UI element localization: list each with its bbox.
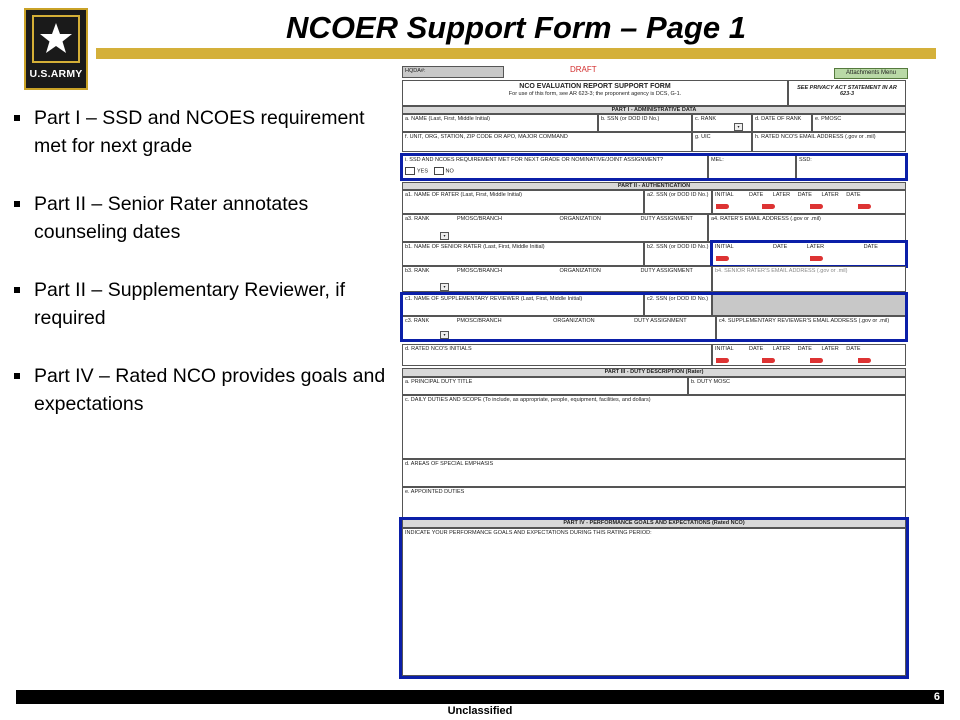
page-title: NCOER Support Form – Page 1	[286, 10, 746, 45]
performance-goals-field[interactable]: INDICATE YOUR PERFORMANCE GOALS AND EXPECTATIONS DURING THIS RATING PERIOD:	[402, 528, 906, 676]
later-label: LATER	[806, 244, 825, 250]
uic-field[interactable]: g. UIC	[692, 132, 752, 152]
bullet-square-icon	[14, 373, 20, 379]
supplementary-reviewer-ssn-field[interactable]: c2. SSN (or DOD ID No.)	[644, 294, 712, 316]
senior-rater-name-field[interactable]: b1. NAME OF SENIOR RATER (Last, First, Middle Initial)	[402, 242, 644, 266]
draft-label: DRAFT	[570, 65, 597, 74]
sr-rank-dropdown-icon[interactable]: ▾	[440, 331, 449, 339]
attachments-menu-button[interactable]: Attachments Menu	[834, 68, 908, 79]
date-marker-icon	[762, 204, 775, 209]
part-4-header: PART IV - PERFORMANCE GOALS AND EXPECTATIONS (Rated NCO)	[402, 519, 906, 528]
ssn-field[interactable]: b. SSN (or DOD ID No.)	[598, 114, 692, 132]
date-label: DATE	[772, 244, 788, 250]
title-rule	[96, 48, 936, 59]
hqda-field[interactable]: HQDA#:	[402, 66, 504, 78]
part-1-header: PART I - ADMINISTRATIVE DATA	[402, 106, 906, 114]
form-subtitle: For use of this form, see AR 623-3; the proponent agency is DCS, G-1.	[508, 91, 682, 97]
date-label: DATE	[748, 346, 764, 352]
highlight-part-4	[399, 517, 909, 679]
date-marker-icon	[810, 358, 823, 363]
bullet-square-icon	[14, 287, 20, 293]
logo-wordmark: U.S.ARMY	[29, 68, 83, 80]
star-box	[32, 15, 80, 63]
senior-rater-email-field[interactable]: b4. SENIOR RATER'S EMAIL ADDRESS (.gov or .mil)	[712, 266, 906, 292]
date-label: DATE	[863, 244, 878, 250]
rank-field[interactable]	[692, 114, 752, 132]
sr-rank-label: c3. RANK	[405, 318, 430, 324]
classification-label: Unclassified	[447, 705, 513, 717]
later-label: LATER	[821, 192, 839, 198]
initial-label: INITIAL	[715, 192, 734, 198]
privacy-notice: SEE PRIVACY ACT STATEMENT IN AR 623-3	[788, 80, 906, 106]
later-label: LATER	[821, 346, 839, 352]
army-logo	[24, 8, 88, 90]
rated-nco-initials-field[interactable]: d. RATED NCO'S INITIALS	[402, 344, 712, 366]
date-label: DATE	[748, 192, 764, 198]
rater-email-field[interactable]: a4. RATER'S EMAIL ADDRESS (.gov or .mil)	[708, 214, 906, 242]
date-marker-icon	[810, 204, 823, 209]
duty-assignment-label: DUTY ASSIGNMENT	[640, 216, 693, 222]
ssd-field[interactable]: SSD:	[796, 155, 906, 179]
date-label: DATE	[797, 192, 812, 198]
rater-ssn-field[interactable]: a2. SSN (or DOD ID No.)	[644, 190, 712, 214]
rater-name-field[interactable]: a1. NAME OF RATER (Last, First, Middle Initial)	[402, 190, 644, 214]
ssd-question-text: i. SSD AND NCOES REQUIREMENT MET FOR NEXT GRADE OR NOMINATIVE/JOINT ASSIGNMENT?	[405, 157, 664, 163]
date-of-rank-field[interactable]: d. DATE OF RANK	[752, 114, 812, 132]
date-marker-icon	[858, 204, 871, 209]
star-icon	[38, 21, 74, 57]
senior-rater-rank-dropdown-icon[interactable]: ▾	[440, 283, 449, 291]
date-marker-icon	[762, 358, 775, 363]
page-number: 6	[933, 691, 940, 703]
initial-label: INITIAL	[715, 346, 734, 352]
part-3-header: PART III - DUTY DESCRIPTION (Rater)	[402, 368, 906, 377]
name-field[interactable]: a. NAME (Last, First, Middle Initial)	[402, 114, 598, 132]
organization-label: ORGANIZATION	[559, 268, 601, 274]
rater-rank-dropdown-icon[interactable]: ▾	[440, 232, 449, 240]
date-marker-icon	[858, 358, 871, 363]
pmosc-field[interactable]: e. PMOSC	[812, 114, 906, 132]
special-emphasis-field[interactable]: d. AREAS OF SPECIAL EMPHASIS	[402, 459, 906, 487]
highlight-part-1	[400, 153, 908, 181]
rank-label: c. RANK	[695, 116, 717, 122]
rank-dropdown-icon[interactable]: ▾	[734, 123, 743, 131]
bullet-square-icon	[14, 201, 20, 207]
duty-mosc-field[interactable]: b. DUTY MOSC	[688, 377, 906, 395]
bullet-item	[14, 276, 394, 332]
bullet-item	[14, 104, 394, 160]
rated-nco-email-field[interactable]: h. RATED NCO'S EMAIL ADDRESS (.gov or .mil)	[752, 132, 906, 152]
bullet-text: Part IV – Rated NCO provides goals and expectations	[34, 365, 386, 415]
bullet-text: Part II – Senior Rater annotates counseling dates	[34, 193, 309, 243]
date-label: DATE	[846, 346, 861, 352]
organization-label: ORGANIZATION	[559, 216, 601, 222]
duty-assignment-label: DUTY ASSIGNMENT	[640, 268, 693, 274]
appointed-duties-field[interactable]: e. APPOINTED DUTIES	[402, 487, 906, 519]
highlight-senior-rater-dates	[710, 240, 908, 268]
rater-counseling-dates[interactable]	[712, 190, 906, 214]
mel-field[interactable]: MEL:	[708, 155, 796, 179]
date-marker-icon	[716, 204, 729, 209]
date-label: DATE	[846, 192, 861, 198]
supplementary-reviewer-name-field[interactable]: c1. NAME OF SUPPLEMENTARY REVIEWER (Last, First, Middle Initial)	[402, 294, 644, 316]
supplementary-reviewer-email-field[interactable]: c4. SUPPLEMENTARY REVIEWER'S EMAIL ADDRESS (.gov or .mil)	[716, 316, 906, 340]
duty-assignment-label: DUTY ASSIGNMENT	[634, 318, 687, 324]
later-label: LATER	[772, 192, 791, 198]
form-title: NCO EVALUATION REPORT SUPPORT FORM	[519, 83, 671, 90]
bullet-text: Part I – SSD and NCOES requirement met for next grade	[34, 107, 365, 157]
no-label: NO	[445, 168, 454, 175]
bullet-item	[14, 362, 394, 418]
pmosc-branch-label: PMOSC/BRANCH	[457, 268, 502, 274]
principal-duty-title-field[interactable]: a. PRINCIPAL DUTY TITLE	[402, 377, 688, 395]
bullet-text: Part II – Supplementary Reviewer, if required	[34, 279, 346, 329]
support-form	[398, 64, 910, 679]
unit-field[interactable]: f. UNIT, ORG, STATION, ZIP CODE OR APO, MAJOR COMMAND	[402, 132, 692, 152]
date-marker-icon	[716, 358, 729, 363]
bullet-square-icon	[14, 115, 20, 121]
pmosc-branch-label: PMOSC/BRANCH	[456, 318, 502, 324]
initials-dates[interactable]	[712, 344, 906, 366]
daily-duties-field[interactable]: c. DAILY DUTIES AND SCOPE (To include, as appropriate, people, equipment, facilities, and dollars)	[402, 395, 906, 459]
form-title-block	[402, 80, 788, 106]
bullet-item	[14, 190, 394, 246]
rater-rank-label: a3. RANK	[405, 216, 430, 222]
footer-bar	[16, 690, 944, 704]
part-2-header: PART II - AUTHENTICATION	[402, 182, 906, 190]
highlight-supplementary-reviewer	[400, 292, 908, 342]
date-label: DATE	[797, 346, 812, 352]
later-label: LATER	[772, 346, 791, 352]
yes-label: YES	[417, 168, 429, 175]
organization-label: ORGANIZATION	[553, 318, 595, 324]
senior-rater-rank-label: b3. RANK	[405, 268, 430, 274]
bullet-list	[14, 104, 394, 448]
senior-rater-ssn-field[interactable]: b2. SSN (or DOD ID No.)	[644, 242, 712, 266]
initial-label: INITIAL	[715, 244, 734, 250]
pmosc-branch-label: PMOSC/BRANCH	[457, 216, 502, 222]
